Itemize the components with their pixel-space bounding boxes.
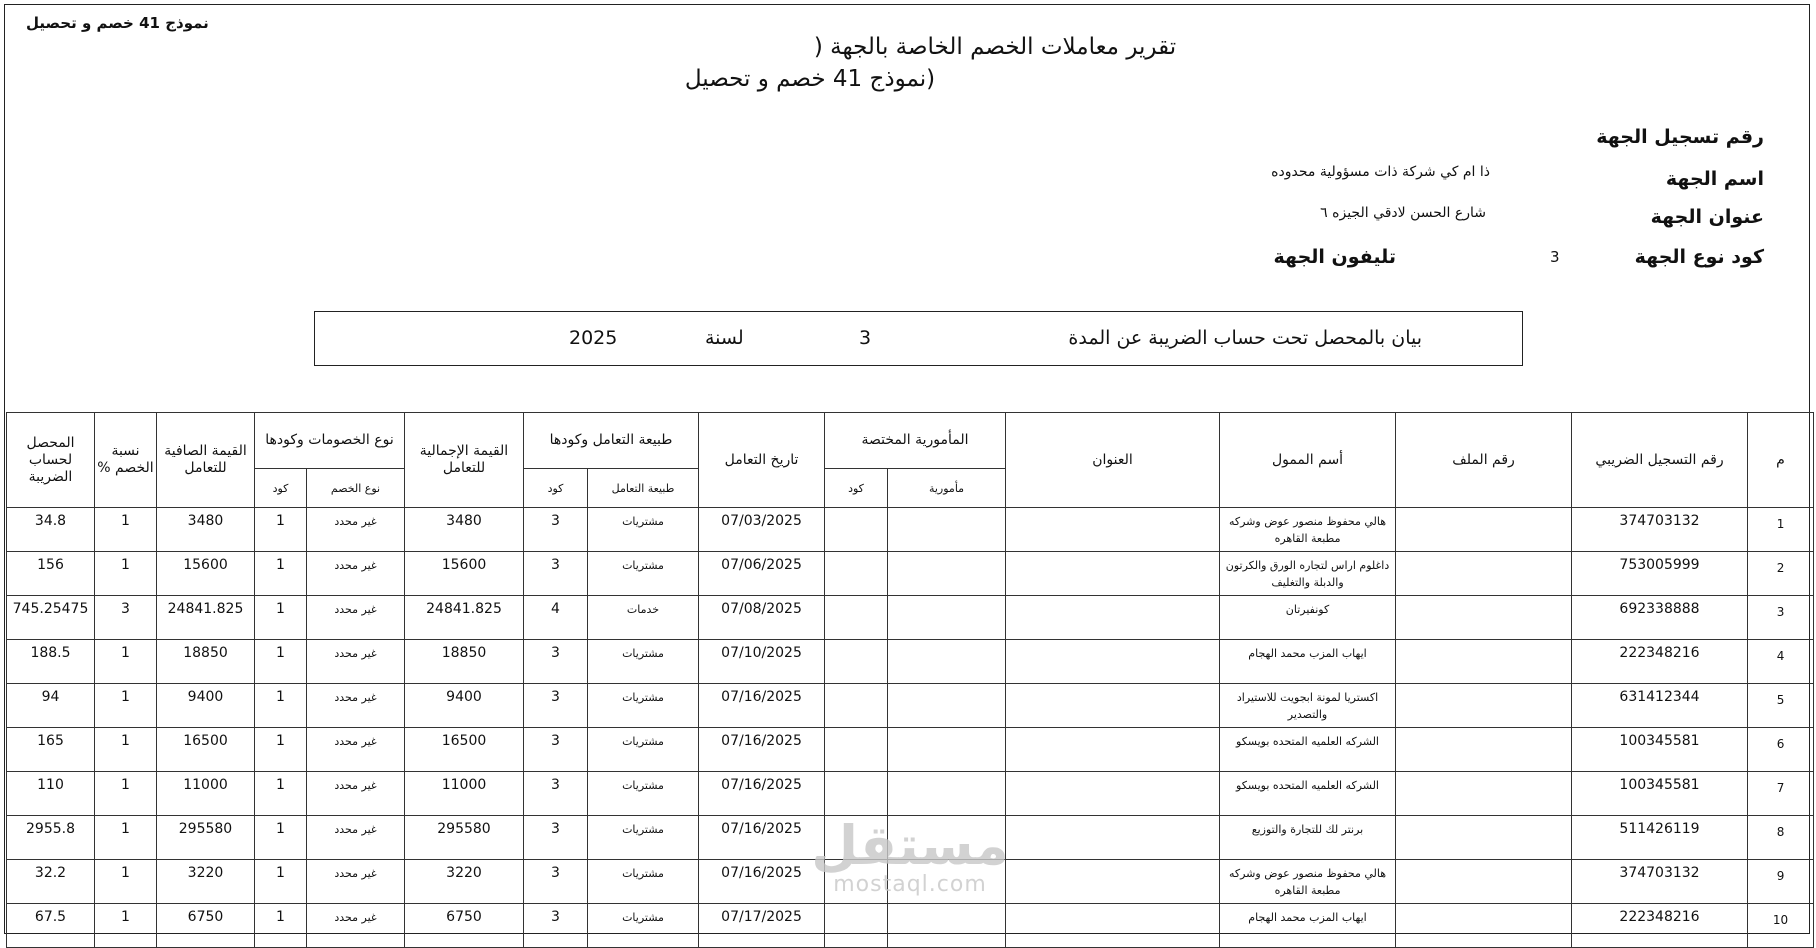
col-office-name: مأمورية (888, 469, 1006, 508)
cell-tax-reg: 222348216 (1572, 640, 1748, 684)
cell-discount-code: 1 (255, 860, 307, 904)
cell-taxpayer: ايهاب المزب محمد الهجام (1220, 904, 1396, 948)
cell-tax-reg: 692338888 (1572, 596, 1748, 640)
table-row (7, 728, 1814, 772)
cell-date: 07/16/2025 (699, 728, 825, 772)
col-date: تاريخ التعامل (699, 413, 825, 508)
cell-total: 295580 (405, 816, 524, 860)
cell-nature-code: 3 (524, 728, 588, 772)
cell-nature: مشتريات (588, 508, 699, 552)
cell-index: 5 (1748, 684, 1814, 728)
cell-nature: مشتريات (588, 904, 699, 948)
cell-rate: 1 (95, 552, 157, 596)
cell-address (1006, 728, 1220, 772)
cell-date: 07/17/2025 (699, 904, 825, 948)
cell-file-no (1396, 596, 1572, 640)
cell-file-no (1396, 772, 1572, 816)
cell-total: 18850 (405, 640, 524, 684)
cell-net: 9400 (157, 684, 255, 728)
cell-nature: مشتريات (588, 860, 699, 904)
col-office-code: كود (825, 469, 888, 508)
cell-net: 295580 (157, 816, 255, 860)
cell-taxpayer: الشركه العلميه المتحده بويسكو (1220, 772, 1396, 816)
cell-tax-reg: 374703132 (1572, 508, 1748, 552)
cell-discount-type: غير محدد (307, 508, 405, 552)
cell-rate: 1 (95, 684, 157, 728)
table-row (7, 772, 1814, 816)
cell-total: 3220 (405, 860, 524, 904)
cell-tax-reg: 222348216 (1572, 904, 1748, 948)
cell-index: 10 (1748, 904, 1814, 948)
cell-total: 16500 (405, 728, 524, 772)
cell-index: 7 (1748, 772, 1814, 816)
cell-office-code (825, 860, 888, 904)
cell-nature-code: 3 (524, 684, 588, 728)
cell-nature: مشتريات (588, 552, 699, 596)
cell-office-code (825, 596, 888, 640)
cell-tax-reg: 374703132 (1572, 860, 1748, 904)
cell-office-name (888, 684, 1006, 728)
entity-name-label: اسم الجهة (1665, 168, 1764, 190)
cell-net: 24841.825 (157, 596, 255, 640)
cell-address (1006, 904, 1220, 948)
cell-discount-code: 1 (255, 772, 307, 816)
cell-discount-code: 1 (255, 640, 307, 684)
watermark-latin: mostaql.com (833, 872, 987, 897)
cell-date: 07/16/2025 (699, 860, 825, 904)
col-nature-name: طبيعة التعامل (588, 469, 699, 508)
cell-taxpayer: الشركه العلميه المتحده بويسكو (1220, 728, 1396, 772)
cell-date: 07/16/2025 (699, 684, 825, 728)
cell-address (1006, 508, 1220, 552)
cell-index: 6 (1748, 728, 1814, 772)
entity-name-value: ذا ام كي شركة ذات مسؤولية محدوده (1271, 164, 1490, 180)
cell-total: 9400 (405, 684, 524, 728)
col-office: المأمورية المختصة (825, 413, 1006, 469)
watermark-arabic: مستقل (811, 814, 1009, 877)
cell-office-code (825, 728, 888, 772)
table-row (7, 596, 1814, 640)
cell-nature-code: 3 (524, 860, 588, 904)
year-label: لسنة (705, 327, 744, 349)
cell-taxpayer: كونفيرتان (1220, 596, 1396, 640)
cell-taxpayer: برنتر لك للتجارة والتوزيع (1220, 816, 1396, 860)
col-index: م (1748, 413, 1814, 508)
cell-office-code (825, 640, 888, 684)
cell-nature: خدمات (588, 596, 699, 640)
cell-rate: 1 (95, 772, 157, 816)
cell-tax-reg: 100345581 (1572, 728, 1748, 772)
cell-collected: 745.25475 (7, 596, 95, 640)
period-box (314, 311, 1523, 366)
cell-tax-reg: 100345581 (1572, 772, 1748, 816)
cell-taxpayer: اكستريا لمونة ابجويت للاستيراد والتصدير (1220, 684, 1396, 728)
entity-type-code-value: 3 (1550, 248, 1560, 266)
report-title-line-2: (نموذج 41 خصم و تحصيل (684, 66, 936, 92)
cell-office-code (825, 552, 888, 596)
cell-net: 16500 (157, 728, 255, 772)
cell-date: 07/10/2025 (699, 640, 825, 684)
cell-nature: مشتريات (588, 684, 699, 728)
cell-file-no (1396, 552, 1572, 596)
entity-type-code-label: كود نوع الجهة (1634, 246, 1764, 268)
cell-discount-type: غير محدد (307, 728, 405, 772)
col-taxpayer: أسم الممول (1220, 413, 1396, 508)
cell-file-no (1396, 904, 1572, 948)
form-tag: نموذج 41 خصم و تحصيل (26, 14, 209, 32)
col-total: القيمة الإجمالية للتعامل (405, 413, 524, 508)
cell-collected: 2955.8 (7, 816, 95, 860)
cell-index: 8 (1748, 816, 1814, 860)
cell-collected: 165 (7, 728, 95, 772)
cell-net: 15600 (157, 552, 255, 596)
cell-office-name (888, 728, 1006, 772)
cell-date: 07/08/2025 (699, 596, 825, 640)
cell-address (1006, 772, 1220, 816)
cell-net: 3220 (157, 860, 255, 904)
cell-date: 07/16/2025 (699, 816, 825, 860)
cell-tax-reg: 631412344 (1572, 684, 1748, 728)
cell-file-no (1396, 508, 1572, 552)
cell-rate: 1 (95, 640, 157, 684)
table-row (7, 508, 1814, 552)
cell-file-no (1396, 640, 1572, 684)
cell-discount-type: غير محدد (307, 816, 405, 860)
cell-total: 15600 (405, 552, 524, 596)
cell-tax-reg: 511426119 (1572, 816, 1748, 860)
cell-date: 07/16/2025 (699, 772, 825, 816)
cell-file-no (1396, 728, 1572, 772)
entity-reg-label: رقم تسجيل الجهة (1596, 126, 1764, 148)
cell-address (1006, 684, 1220, 728)
cell-discount-type: غير محدد (307, 596, 405, 640)
cell-discount-type: غير محدد (307, 904, 405, 948)
cell-index: 9 (1748, 860, 1814, 904)
cell-file-no (1396, 860, 1572, 904)
cell-collected: 34.8 (7, 508, 95, 552)
col-nature: طبيعة التعامل وكودها (524, 413, 699, 469)
cell-address (1006, 596, 1220, 640)
table-row (7, 640, 1814, 684)
cell-discount-code: 1 (255, 728, 307, 772)
col-discount-code: كود (255, 469, 307, 508)
cell-discount-type: غير محدد (307, 640, 405, 684)
table-row (7, 904, 1814, 948)
cell-office-name (888, 904, 1006, 948)
cell-rate: 3 (95, 596, 157, 640)
cell-collected: 156 (7, 552, 95, 596)
cell-office-code (825, 816, 888, 860)
cell-discount-code: 1 (255, 904, 307, 948)
cell-office-code (825, 772, 888, 816)
cell-total: 24841.825 (405, 596, 524, 640)
col-discount-type: نوع الخصم (307, 469, 405, 508)
cell-collected: 188.5 (7, 640, 95, 684)
cell-discount-code: 1 (255, 552, 307, 596)
year-value: 2025 (569, 327, 618, 349)
cell-collected: 110 (7, 772, 95, 816)
cell-collected: 67.5 (7, 904, 95, 948)
cell-discount-code: 1 (255, 596, 307, 640)
col-discount: نوع الخصومات وكودها (255, 413, 405, 469)
cell-index: 1 (1748, 508, 1814, 552)
cell-nature: مشتريات (588, 728, 699, 772)
cell-total: 6750 (405, 904, 524, 948)
cell-address (1006, 816, 1220, 860)
cell-discount-type: غير محدد (307, 860, 405, 904)
col-tax-reg: رقم التسجيل الضريبي (1572, 413, 1748, 508)
cell-discount-type: غير محدد (307, 772, 405, 816)
cell-nature: مشتريات (588, 640, 699, 684)
cell-nature: مشتريات (588, 816, 699, 860)
cell-discount-code: 1 (255, 508, 307, 552)
cell-collected: 32.2 (7, 860, 95, 904)
cell-address (1006, 640, 1220, 684)
cell-nature-code: 3 (524, 904, 588, 948)
cell-date: 07/06/2025 (699, 552, 825, 596)
cell-date: 07/03/2025 (699, 508, 825, 552)
cell-total: 11000 (405, 772, 524, 816)
col-nature-code: كود (524, 469, 588, 508)
col-collected: المحصل لحساب الضريبة (7, 413, 95, 508)
cell-net: 11000 (157, 772, 255, 816)
entity-address-label: عنوان الجهة (1650, 206, 1764, 228)
report-title-line-1: تقرير معاملات الخصم الخاصة بالجهة ( (813, 34, 1177, 60)
cell-nature-code: 3 (524, 772, 588, 816)
table-row (7, 860, 1814, 904)
transactions-table (6, 412, 1814, 948)
cell-rate: 1 (95, 728, 157, 772)
cell-rate: 1 (95, 508, 157, 552)
cell-office-name (888, 860, 1006, 904)
cell-discount-type: غير محدد (307, 552, 405, 596)
cell-taxpayer: داغلوم اراس لتجاره الورق والكرتون والدبلة والتغليف (1220, 552, 1396, 596)
cell-discount-code: 1 (255, 684, 307, 728)
cell-taxpayer: هالي محفوظ منصور عوض وشركه مطبعة القاهره (1220, 508, 1396, 552)
period-statement: بيان بالمحصل تحت حساب الضريبة عن المدة (1068, 327, 1422, 349)
cell-nature-code: 4 (524, 596, 588, 640)
cell-office-code (825, 508, 888, 552)
cell-office-name (888, 596, 1006, 640)
cell-office-name (888, 640, 1006, 684)
cell-office-name (888, 552, 1006, 596)
cell-file-no (1396, 684, 1572, 728)
cell-file-no (1396, 816, 1572, 860)
cell-nature-code: 3 (524, 552, 588, 596)
cell-office-name (888, 816, 1006, 860)
col-file-no: رقم الملف (1396, 413, 1572, 508)
cell-rate: 1 (95, 816, 157, 860)
cell-nature: مشتريات (588, 772, 699, 816)
cell-taxpayer: ايهاب المزب محمد الهجام (1220, 640, 1396, 684)
cell-office-name (888, 772, 1006, 816)
cell-rate: 1 (95, 860, 157, 904)
cell-office-code (825, 904, 888, 948)
cell-index: 2 (1748, 552, 1814, 596)
cell-collected: 94 (7, 684, 95, 728)
cell-address (1006, 860, 1220, 904)
cell-net: 3480 (157, 508, 255, 552)
entity-address-value: شارع الحسن لادقي الجيزه ٦ (1320, 205, 1486, 221)
table-row (7, 816, 1814, 860)
cell-address (1006, 552, 1220, 596)
cell-index: 4 (1748, 640, 1814, 684)
table-row (7, 552, 1814, 596)
cell-taxpayer: هالي محفوظ منصور عوض وشركه مطبعة القاهره (1220, 860, 1396, 904)
cell-office-name (888, 508, 1006, 552)
cell-rate: 1 (95, 904, 157, 948)
table-row (7, 684, 1814, 728)
cell-tax-reg: 753005999 (1572, 552, 1748, 596)
entity-phone-label: تليفون الجهة (1273, 246, 1396, 268)
cell-nature-code: 3 (524, 816, 588, 860)
cell-nature-code: 3 (524, 508, 588, 552)
col-address: العنوان (1006, 413, 1220, 508)
col-net: القيمة الصافية للتعامل (157, 413, 255, 508)
cell-total: 3480 (405, 508, 524, 552)
cell-index: 3 (1748, 596, 1814, 640)
cell-net: 6750 (157, 904, 255, 948)
cell-office-code (825, 684, 888, 728)
cell-discount-code: 1 (255, 816, 307, 860)
col-rate: نسبة الخصم % (95, 413, 157, 508)
period-value: 3 (859, 327, 872, 349)
cell-nature-code: 3 (524, 640, 588, 684)
cell-discount-type: غير محدد (307, 684, 405, 728)
cell-net: 18850 (157, 640, 255, 684)
